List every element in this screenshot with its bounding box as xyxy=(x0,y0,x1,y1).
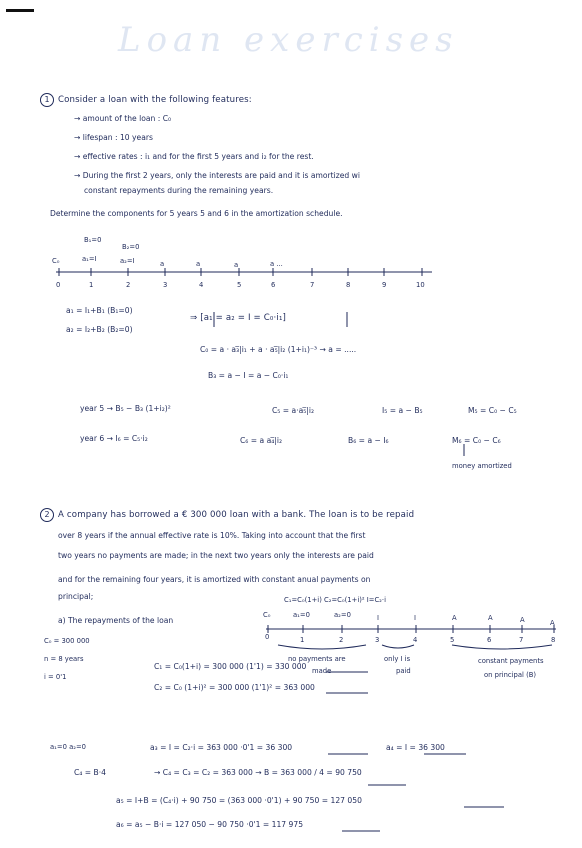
ex1-year5: year 5 → B₅ − B₃ (1+i₂)² xyxy=(80,404,171,413)
ex1-task: Determine the components for 5 years 5 and 6 in the amortization schedule. xyxy=(50,209,343,218)
ex1-eq-a1: a₁ = I₁+B₁ (B₁=0) xyxy=(66,306,133,315)
tl1-tick: 3 xyxy=(163,281,168,289)
ex1-year6-m6: M₆ = C₀ − C₆ xyxy=(452,436,501,445)
tl1-tick: 9 xyxy=(382,281,387,289)
tl2-note-only-i-2: paid xyxy=(396,667,411,675)
tl1-b2-label: B₂=0 xyxy=(122,243,140,251)
ex2-a5: a₅ = I+B = (C₄·i) + 90 750 = (363 000 ·0'1) + 90 750 = 127 050 xyxy=(116,796,362,805)
ex1-bullet-during-a: → During the first 2 years, only the interests are paid and it is amortized wi xyxy=(74,171,360,180)
ex1-year5-i5: I₅ = a − B₅ xyxy=(382,406,423,415)
ex2-n: n = 8 years xyxy=(44,655,84,663)
tl1-label: a ... xyxy=(270,260,283,268)
ex1-intro: Consider a loan with the following features: xyxy=(58,95,252,105)
ex1-bullet-during-b: constant repayments during the remaining years. xyxy=(84,186,274,195)
ex1-eq-b3: B₃ = a − I = a − C₀·i₁ xyxy=(208,371,289,380)
tl2-label: a₁=0 xyxy=(293,611,310,619)
ex1-money-amortized-note: money amortized xyxy=(452,462,512,470)
ex2-c2: C₂ = C₀ (1+i)² = 300 000 (1'1)² = 363 000 xyxy=(154,683,315,692)
tl2-label: C₀ xyxy=(263,611,271,619)
ex1-year5-c5: C₅ = a·a₅̅|i₂ xyxy=(272,406,315,415)
tl1-label: a₁=I xyxy=(82,255,97,263)
tl1-tick: 0 xyxy=(56,281,61,289)
ex2-a4: a₄ = I = 36 300 xyxy=(386,743,445,752)
tl1-tick: 8 xyxy=(346,281,351,289)
ex1-year6-b6: B₆ = a − I₆ xyxy=(348,436,389,445)
tl2-note-no-payments-2: made xyxy=(312,667,332,675)
tl2-tick: 7 xyxy=(519,636,524,644)
tl2-label: I xyxy=(377,614,380,622)
tl2-note-constant: constant payments xyxy=(478,657,544,665)
ex1-year6-c6: C₆ = a a₄̅|i₂ xyxy=(240,436,283,445)
tl2-tick: 4 xyxy=(413,636,418,644)
ex1-eq-a2: a₂ = I₂+B₂ (B₂=0) xyxy=(66,325,133,334)
tl2-note-no-payments: no payments are xyxy=(288,655,346,663)
exercise-1-number: 1 xyxy=(40,93,54,107)
exercise-2-number: 2 xyxy=(40,508,54,522)
ex2-c0: C₀ = 300 000 xyxy=(44,637,90,645)
ex2-line-3: two years no payments are made; in the next two years only the interests are paid xyxy=(58,551,374,560)
tl1-tick: 10 xyxy=(416,281,425,289)
ex1-bullet-amount: → amount of the loan : C₀ xyxy=(74,114,172,123)
tl1-b1-label: B₁=0 xyxy=(84,236,102,244)
ex2-line-2: over 8 years if the annual effective rate is 10%. Taking into account that the first xyxy=(58,531,366,540)
tl2-tick: 5 xyxy=(450,636,455,644)
tl2-tick: 0 xyxy=(265,633,270,641)
tl2-tick: 1 xyxy=(300,636,305,644)
tl2-label: a₂=0 xyxy=(334,611,351,619)
tl1-label: a₂=I xyxy=(120,257,135,265)
ex2-question-a: a) The repayments of the loan xyxy=(58,616,174,625)
tl1-tick: 7 xyxy=(310,281,315,289)
tl2-note-only-i: only I is xyxy=(384,655,411,663)
ex2-c4-b: → C₄ = C₃ = C₂ = 363 000 → B = 363 000 / 4 = 90 750 xyxy=(154,768,362,777)
tl2-label: I xyxy=(414,614,417,622)
ex2-line-1: A company has borrowed a € 300 000 loan with a bank. The loan is to be repaid xyxy=(58,510,415,520)
ex1-year6: year 6 → I₆ = C₅·i₂ xyxy=(80,434,148,443)
page-title: Loan exercises xyxy=(118,20,459,60)
tl1-tick: 2 xyxy=(126,281,131,289)
tl1-tick: 6 xyxy=(271,281,276,289)
tl2-label: A xyxy=(520,616,525,624)
ex2-i: i = 0'1 xyxy=(44,673,67,681)
ex2-line-5: principal; xyxy=(58,592,94,601)
tl2-label: A xyxy=(550,619,555,627)
tl1-tick: 5 xyxy=(237,281,242,289)
ex2-a1-a2: a₁=0 a₂=0 xyxy=(50,743,86,751)
ex1-eq-principal: C₀ = a · a₃̅|i₁ + a · a₅̅|i₂ (1+i₁)⁻³ → a = ..... xyxy=(200,345,357,354)
tl1-label: a xyxy=(160,260,165,268)
tl2-tick: 6 xyxy=(487,636,492,644)
ex1-eq-equal-annuities: ⇒ [a₁ = a₂ = I = C₀·i₁] xyxy=(190,313,287,323)
tl1-label: C₀ xyxy=(52,257,60,265)
tl1-tick: 4 xyxy=(199,281,204,289)
ex2-line-4: and for the remaining four years, it is amortized with constant anual payments on xyxy=(58,575,371,584)
ex2-a3: a₃ = I = C₂·i = 363 000 ·0'1 = 36 300 xyxy=(150,743,293,752)
tl2-tick: 2 xyxy=(339,636,344,644)
tl1-label: a xyxy=(234,261,239,269)
ex1-bullet-lifespan: → lifespan : 10 years xyxy=(74,133,153,142)
ex2-c4: C₄ = B·4 xyxy=(74,768,106,777)
tl2-label: A xyxy=(488,614,493,622)
ex2-formula-note: C₁=C₀(1+i) C₂=C₀(1+i)² I=C₂·i xyxy=(284,596,386,604)
ex1-bullet-rates: → effective rates : i₁ and for the first 5 years and i₂ for the rest. xyxy=(74,152,314,161)
ex2-c1: C₁ = C₀(1+i) = 300 000 (1'1) = 330 000 xyxy=(154,662,307,671)
ex1-year5-m5: M₅ = C₀ − C₅ xyxy=(468,406,517,415)
tl2-label: A xyxy=(452,614,457,622)
tl1-tick: 1 xyxy=(89,281,94,289)
tl2-tick: 3 xyxy=(375,636,380,644)
tl2-note-constant-2: on principal (B) xyxy=(484,671,537,679)
tl1-label: a xyxy=(196,260,201,268)
ex2-a6: a₆ = a₅ − B·i = 127 050 − 90 750 ·0'1 = 117 975 xyxy=(116,820,304,829)
tl2-tick: 8 xyxy=(551,636,556,644)
